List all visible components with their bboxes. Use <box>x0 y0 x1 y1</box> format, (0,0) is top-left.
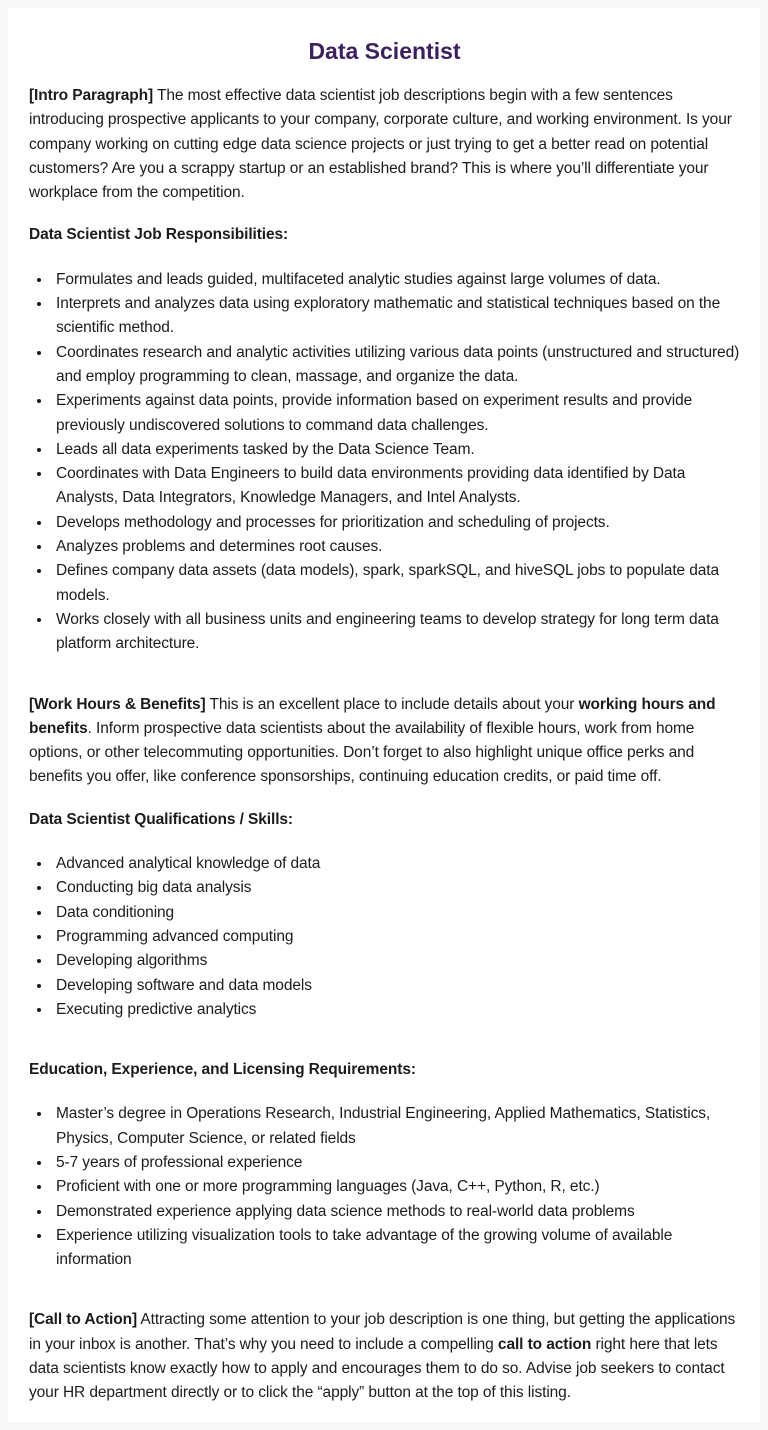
text-segment: [Work Hours & Benefits] <box>29 695 206 713</box>
list-item: • Defines company data assets (data models), spark, sparkSQL, and hiveSQL jobs to populate data models. <box>52 559 740 608</box>
list-item: • Develops methodology and processes for prioritization and scheduling of projects. <box>52 511 740 535</box>
text-segment: right here that lets data scientists know exactly how to apply and encourages them to do so. Advise job seekers to contact your HR department directly or to click the “apply” button at the top of this listing. <box>29 1335 725 1402</box>
text-segment: The most effective data scientist job descriptions begin with a few sentences introducing prospective applicants to your company, corporate culture, and working environment. Is your company working on cutting edge data science projects or just trying to get a better read on potential customers? Are you a scrappy startup or an established brand? This is where you’ll differentiate your workplace from the competition. <box>29 87 732 202</box>
qualifications-heading: Data Scientist Qualifications / Skills: <box>29 810 293 828</box>
list-item: • Master’s degree in Operations Research, Industrial Engineering, Applied Mathematics, Statistics, Physics, Computer Science, or related fields <box>52 1102 740 1151</box>
education-list <box>29 1102 740 1272</box>
text-segment: call to action <box>497 1335 592 1353</box>
document-body <box>29 84 740 1406</box>
list-item: • Developing software and data models <box>52 974 740 998</box>
list-item: • Formulates and leads guided, multifaceted analytic studies against large volumes of data. <box>52 268 740 292</box>
list-item: • Developing algorithms <box>52 949 740 973</box>
list-item: • Conducting big data analysis <box>52 876 740 900</box>
list-item: • Leads all data experiments tasked by the Data Science Team. <box>52 438 740 462</box>
responsibilities-heading: Data Scientist Job Responsibilities: <box>29 226 289 244</box>
list-item: • Coordinates with Data Engineers to build data environments providing data identified by Data Analysts, Data Integrators, Knowledge Managers, and Intel Analysts. <box>52 462 740 511</box>
list-item: • Demonstrated experience applying data science methods to real-world data problems <box>52 1200 740 1224</box>
list-item: • Coordinates research and analytic activities utilizing various data points (unstructured and structured) and employ programming to clean, massage, and organize the data. <box>52 341 740 390</box>
text-segment: [Call to Action] <box>29 1311 138 1329</box>
list-item: • Works closely with all business units and engineering teams to develop strategy for long term data platform architecture. <box>52 608 740 657</box>
list-item: • Data conditioning <box>52 901 740 925</box>
text-segment: . Inform prospective data scientists about the availability of flexible hours, work from home options, or other telecommuting opportunities. Don’t forget to also highlight unique office perks and benefits you offer, like conference sponsorships, continuing education credits, or paid time off. <box>29 719 695 786</box>
education-heading: Education, Experience, and Licensing Requirements: <box>29 1061 416 1079</box>
page-title: Data Scientist <box>308 38 461 64</box>
text-segment: This is an excellent place to include details about your <box>205 695 579 713</box>
text-segment: [Intro Paragraph] <box>29 87 154 104</box>
list-item: • Executing predictive analytics <box>52 998 740 1022</box>
intro-paragraph <box>29 84 740 205</box>
qualifications-list <box>29 852 740 1022</box>
responsibilities-list <box>29 268 740 657</box>
list-item: • Analyzes problems and determines root causes. <box>52 535 740 559</box>
list-item: • Programming advanced computing <box>52 925 740 949</box>
text-segment: working hours and benefits <box>29 695 716 737</box>
cta-paragraph <box>29 1308 740 1405</box>
list-item: • Experiments against data points, provide information based on experiment results and provide previously undiscovered solutions to command data challenges. <box>52 389 740 438</box>
list-item: • 5-7 years of professional experience <box>52 1151 740 1175</box>
document-page <box>8 8 760 1422</box>
work-hours-paragraph <box>29 693 740 790</box>
list-item: • Advanced analytical knowledge of data <box>52 852 740 876</box>
text-segment: Attracting some attention to your job description is one thing, but getting the applications in your inbox is another. That’s why you need to include a compelling <box>29 1311 736 1353</box>
list-item: • Experience utilizing visualization tools to take advantage of the growing volume of available information <box>52 1224 740 1273</box>
list-item: • Proficient with one or more programming languages (Java, C++, Python, R, etc.) <box>52 1175 740 1199</box>
list-item: • Interprets and analyzes data using exploratory mathematic and statistical techniques based on the scientific method. <box>52 292 740 341</box>
